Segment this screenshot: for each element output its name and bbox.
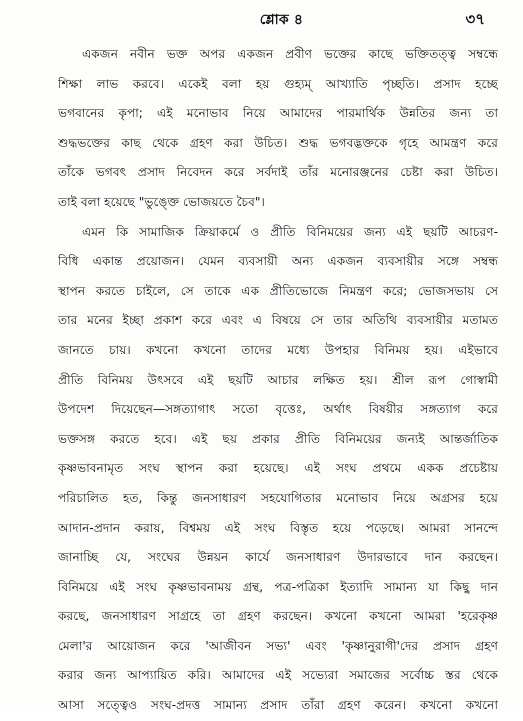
text-line: আসা সত্ত্বেও সংঘ-প্রদত্ত সামান্য প্রসাদ তাঁরা গ্রহণ করেন। কখনো কখনো [58,698,498,713]
text-line: প্রীতি বিনিময় উৎসবে এই ছয়টি আচার লক্ষিত হয়। শ্রীল রূপ গোস্বামী [58,372,498,387]
text-line: বিনিময়ে এই সংঘ কৃষ্ণভাবনাময় গ্রন্থ, পত্র-পত্রিকা ইত্যাদি সামান্য যা কিছু দান [58,579,498,594]
text-line: পরিচালিত হত, কিন্তু জনসাধারণ সহযোগিতার মনোভাব নিয়ে অগ্রসর হয়ে [58,490,498,505]
page-number: ৩৭ [465,10,485,28]
verse-heading: শ্লোক ৪ [259,12,304,28]
text-line: করার জন্য আপ্যায়িত করি। আমাদের এই সভ্যেরা সমাজের সর্বোচ্চ স্তর থেকে [58,668,498,683]
text-line: আদান-প্রদান করায়, বিশ্বময় এই সংঘ বিস্তৃত হয়ে পড়েছে। আমরা সানন্দে [58,520,498,535]
text-line: বিধি একান্ত প্রয়োজন। যেমন ব্যবসায়ী অন্য একজন ব্যবসায়ীর সঙ্গে সম্বন্ধ [58,254,498,269]
page-header [60,8,503,34]
text-line: মেলা'র আয়োজন করে 'আজীবন সভ্য' এবং 'কৃষ্ণানুরাগী'দের প্রসাদ গ্রহণ [58,638,498,653]
text-line: শুদ্ধভক্তের কাছ থেকে গ্রহণ করা উচিত। শুদ্ধ ভগবদ্ভক্তকে গৃহে আমন্ত্রণ করে [58,135,498,150]
text-line: জানতে চায়। কখনো কখনো তাদের মধ্যে উপহার বিনিময় হয়। এইভাবে [58,342,498,357]
text-line: উপদেশ দিয়েছেন—সঙ্গত্যাগাৎ সতো বৃত্তেঃ, অর্থাৎ বিষয়ীর সঙ্গত্যাগ করে [58,402,498,417]
text-line: তাই বলা হয়েছে "ভুঙ্ক্তে ভোজয়তে চৈব"। [58,194,265,209]
page-body [58,40,498,721]
text-line: স্থাপন করতে চাইলে, সে তাকে এক প্রীতিভোজে নিমন্ত্রণ করে; ভোজসভায় সে [58,283,498,298]
text-line: এমন কি সামাজিক ক্রিয়াকর্মে ও প্রীতি বিনিময়ের জন্য এই ছয়টি আচরণ- [82,224,498,239]
text-line: তার মনের ইচ্ছা প্রকাশ করে এবং এ বিষয়ে সে তার অতিথি ব্যবসায়ীর মতামত [58,313,498,328]
text-line: কৃষ্ণভাবনামৃত সংঘ স্থাপন করা হয়েছে। এই সংঘ প্রথমে একক প্রচেষ্টায় [58,461,498,476]
text-line: জানাচ্ছি যে, সংঘের উন্নয়ন কার্যে জনসাধারণ উদারভাবে দান করছেন। [58,550,498,565]
text-line: তাঁকে ভগবৎ প্রসাদ নিবেদন করে সর্বদাই তাঁর মনোরঞ্জনের চেষ্টা করা উচিত। [58,165,498,180]
text-line: একজন নবীন ভক্ত অপর একজন প্রবীণ ভক্তের কাছে ভক্তিতত্ত্ব সম্বন্ধে [82,47,498,61]
text-line: ভগবানের কৃপা; এই মনোভাব নিয়ে আমাদের পারমার্থিক উন্নতির জন্য তা [58,106,498,121]
text-line: শিক্ষা লাভ করবে। একেই বলা হয় গুহ্যম্ আখ্যাতি পৃচ্ছতি। প্রসাদ হচ্ছে [58,76,498,91]
text-line: করছে, জনসাধারণ সাগ্রহে তা গ্রহণ করছেন। কখনো কখনো আমরা 'হরেকৃষ্ণ [58,609,498,624]
text-line: ভক্তসঙ্গ করতে হবে। এই ছয় প্রকার প্রীতি বিনিময়ের জন্যই আন্তর্জাতিক [58,431,498,446]
